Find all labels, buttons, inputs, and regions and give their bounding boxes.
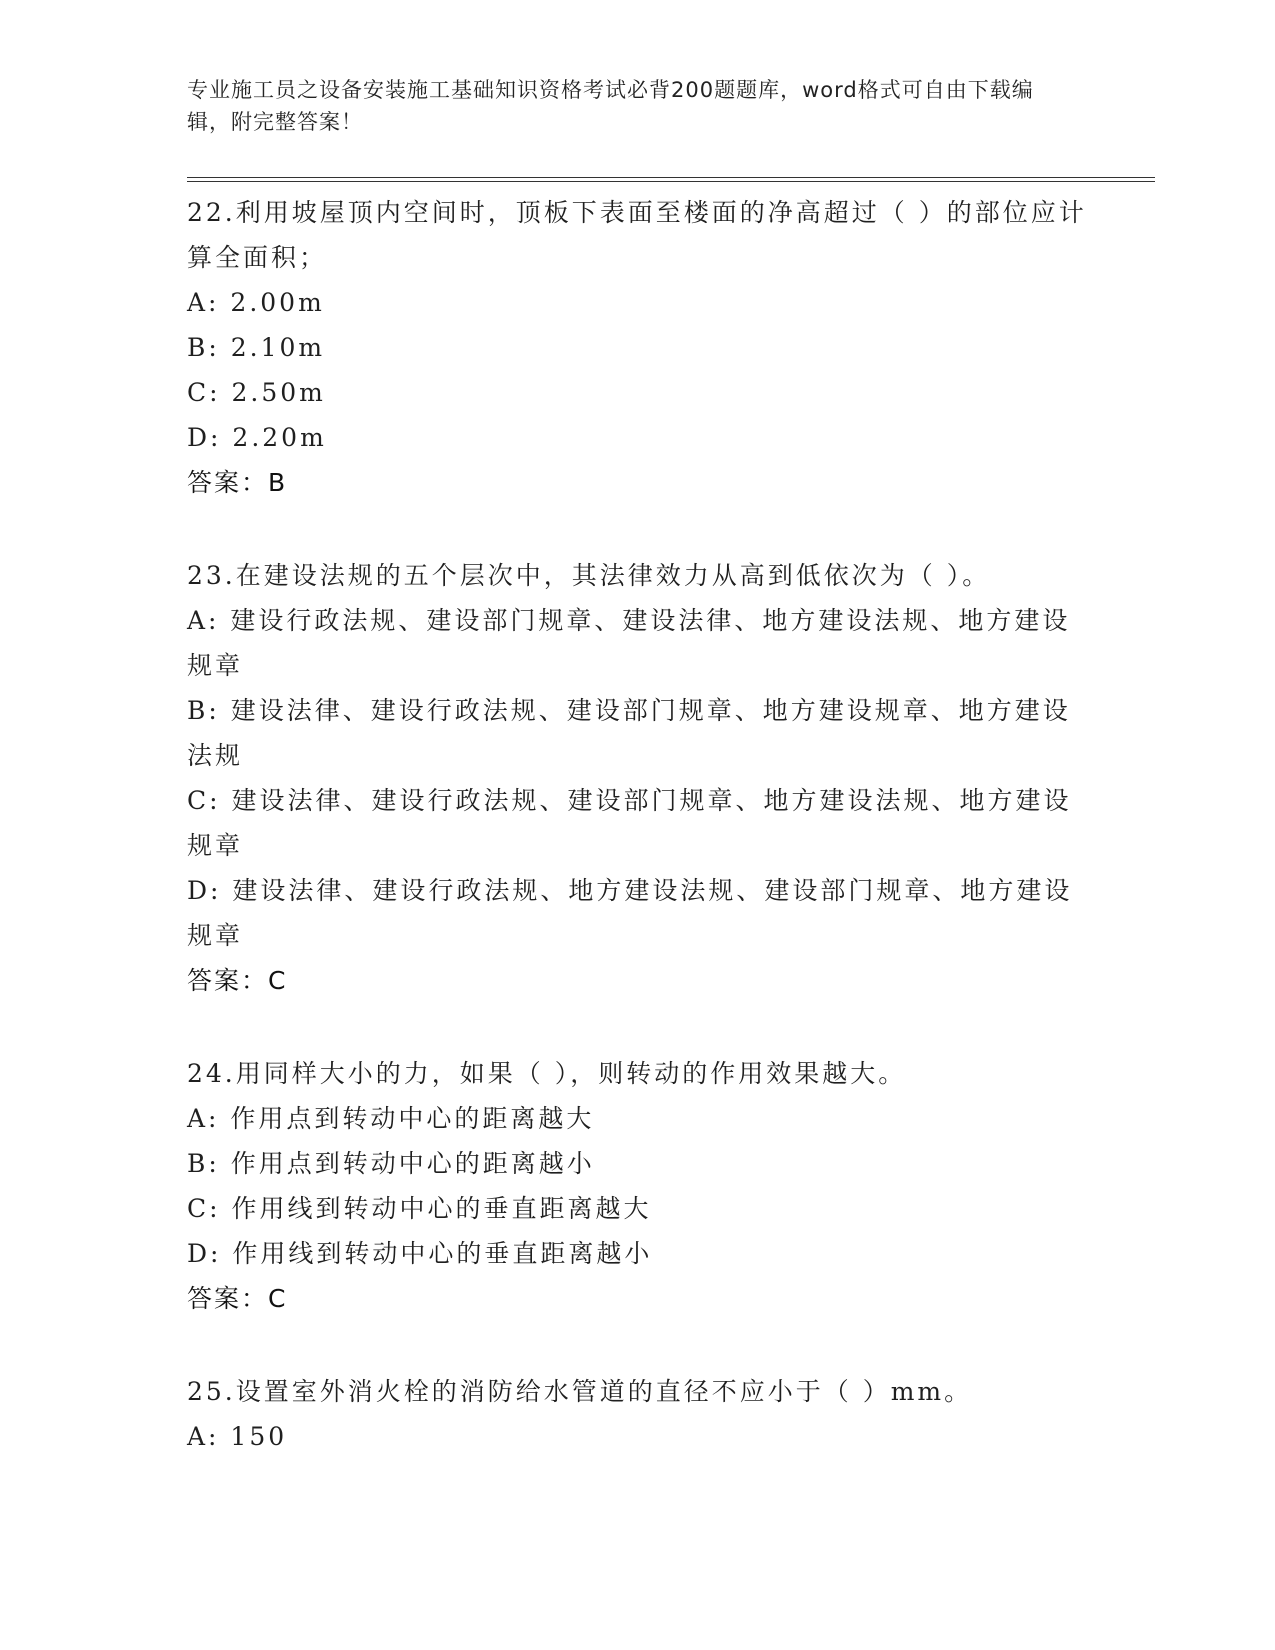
option-b: B: 作用点到转动中心的距离越小 <box>187 1149 595 1178</box>
option-c: C: 作用线到转动中心的垂直距离越大 <box>187 1194 652 1223</box>
answer-value: B <box>268 468 287 497</box>
question-23 <box>187 553 1087 1003</box>
question-24 <box>187 1051 1087 1321</box>
question-22 <box>187 190 1087 505</box>
question-text: 25.设置室外消火栓的消防给水管道的直径不应小于（ ）mm。 <box>187 1377 973 1406</box>
answer-line <box>187 1276 1087 1321</box>
answer-line <box>187 460 1087 505</box>
answer-value: C <box>268 966 287 995</box>
document-header: 专业施工员之设备安装施工基础知识资格考试必背200题题库，word格式可自由下载编辑，附完整答案！ <box>187 78 1034 134</box>
option-d: D: 作用线到转动中心的垂直距离越小 <box>187 1239 653 1268</box>
answer-label: 答案： <box>187 468 269 497</box>
question-text: 24.用同样大小的力，如果（ ），则转动的作用效果越大。 <box>187 1059 907 1088</box>
option-a: A: 建设行政法规、建设部门规章、建设法律、地方建设法规、地方建设规章 <box>187 606 1071 680</box>
option-a: A: 作用点到转动中心的距离越大 <box>187 1104 595 1133</box>
option-b: B: 建设法律、建设行政法规、建设部门规章、地方建设规章、地方建设法规 <box>187 696 1071 770</box>
answer-value: C <box>268 1284 287 1313</box>
option-d: D: 2.20m <box>187 423 327 452</box>
question-text: 23.在建设法规的五个层次中，其法律效力从高到低依次为（ ）。 <box>187 561 991 590</box>
option-c: C: 2.50m <box>187 378 326 407</box>
option-a: A: 2.00m <box>187 288 325 317</box>
answer-label: 答案： <box>187 1284 269 1313</box>
answer-label: 答案： <box>187 966 269 995</box>
option-a: A: 150 <box>187 1422 288 1451</box>
question-25 <box>187 1369 1087 1459</box>
option-d: D: 建设法律、建设行政法规、地方建设法规、建设部门规章、地方建设规章 <box>187 876 1073 950</box>
option-c: C: 建设法律、建设行政法规、建设部门规章、地方建设法规、地方建设规章 <box>187 786 1072 860</box>
question-text: 22.利用坡屋顶内空间时，顶板下表面至楼面的净高超过（ ）的部位应计算全面积； <box>187 198 1087 272</box>
header-divider <box>187 177 1155 182</box>
question-list <box>187 190 1087 1507</box>
answer-line <box>187 958 1087 1003</box>
option-b: B: 2.10m <box>187 333 326 362</box>
